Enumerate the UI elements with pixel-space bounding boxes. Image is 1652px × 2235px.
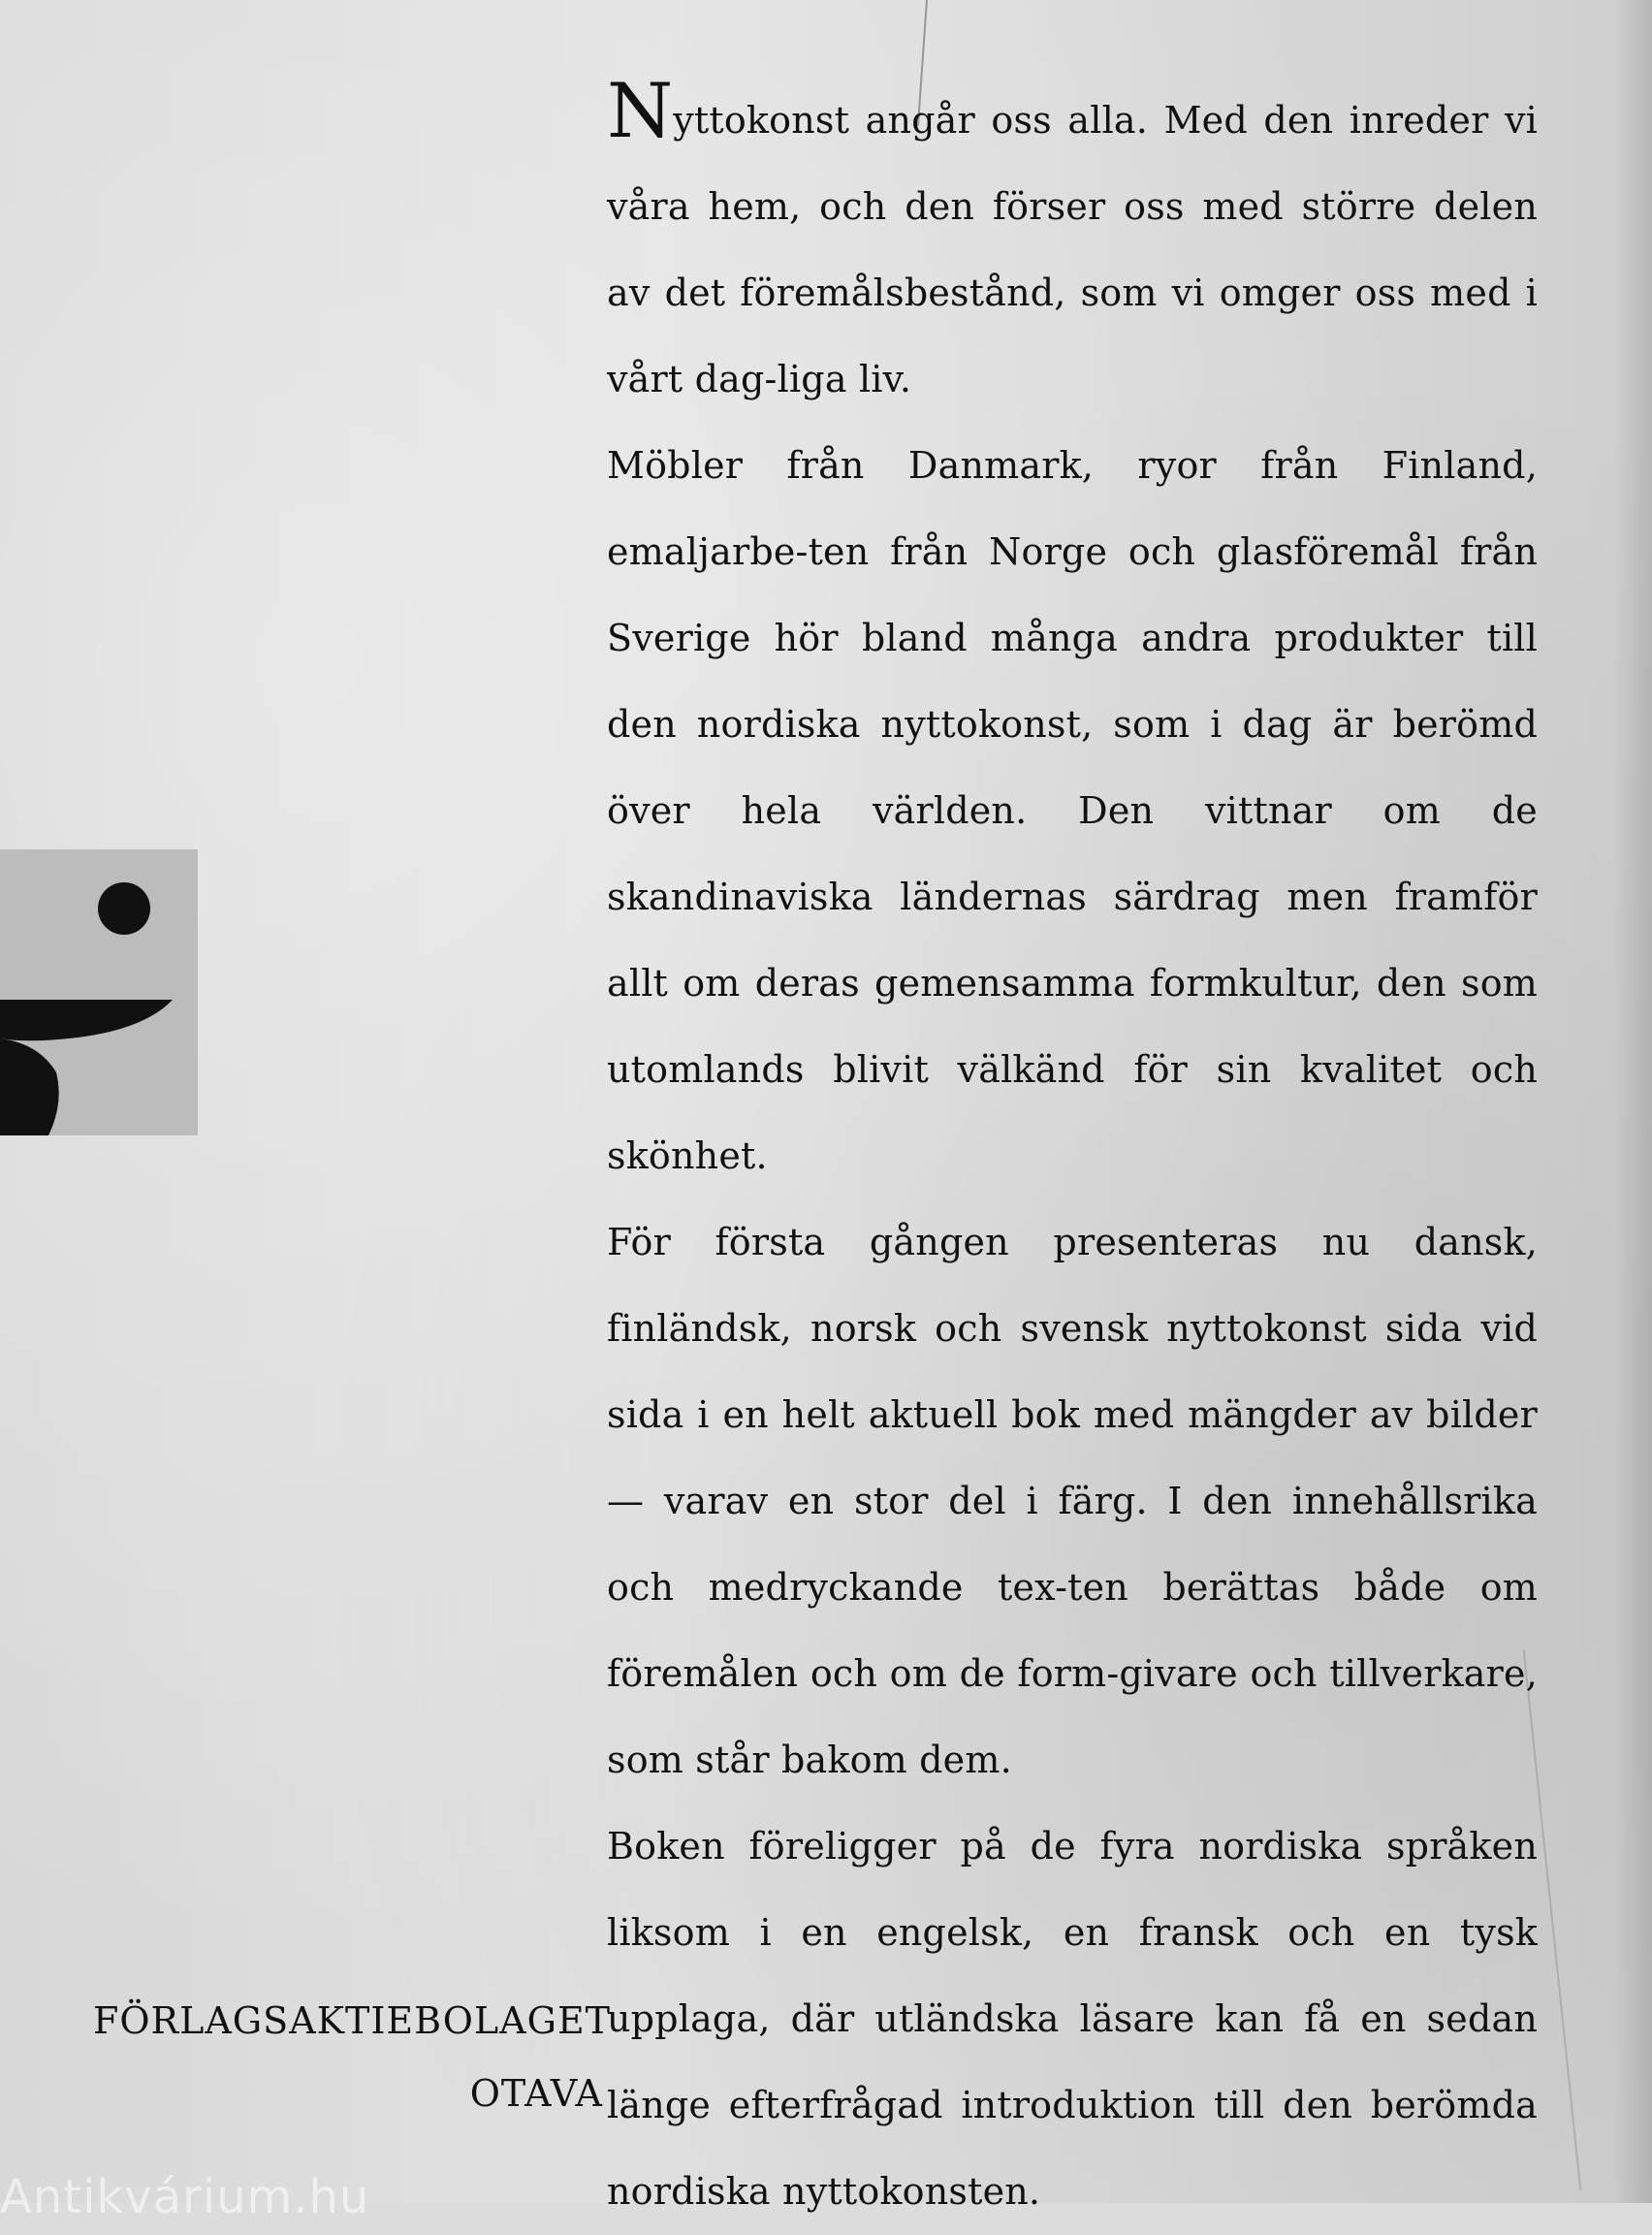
- drop-cap: N: [607, 68, 672, 155]
- paragraph-1: [607, 68, 1538, 423]
- abstract-shapes-graphic: [0, 849, 198, 1135]
- description-text: [607, 68, 1538, 2235]
- publisher-imprint: [93, 1985, 612, 2130]
- paragraph-3: För första gången presenteras nu dansk, finländsk, norsk och svensk nyttokonst sida vid sida i en helt aktuell bok med mängder av bilder — varav en stor del i färg. I den innehållsrika och medryckande tex-ten berättas både om föremålen och om de form-givare och tillverkare, som står bakom dem.: [607, 1221, 1538, 1781]
- abstract-art-panel: [0, 849, 198, 1135]
- black-dot-shape: [98, 882, 150, 935]
- paragraph-2: Möbler från Danmark, ryor från Finland, emaljarbe-ten från Norge och glasföremål från Sverige hör bland många andra produkter till den nordiska nyttokonst, som i dag är berömd över hela världen. Den vittnar om de skandinaviska ländernas särdrag men framför allt om deras gemensamma formkultur, den som utomlands blivit välkänd för sin kvalitet och skönhet.: [607, 444, 1538, 1177]
- paragraph-1-text: yttokonst angår oss alla. Med den inreder vi våra hem, och den förser oss med större delen av det föremålsbestånd, som vi omger oss med i vårt dag-liga liv.: [607, 99, 1538, 400]
- publisher-name-otava: OTAVA: [469, 2072, 603, 2115]
- paragraph-4: Boken föreligger på de fyra nordiska språken liksom i en engelsk, en fransk och en tysk upplaga, där utländska läsare kan få en sedan länge efterfrågad introduktion till den berömda nordiska nyttokonsten.: [607, 1825, 1538, 2213]
- page-edge-shadow: [1613, 0, 1652, 2203]
- watermark-text: Antikvárium.hu: [0, 2170, 370, 2224]
- publisher-name: FÖRLAGSAKTIEBOLAGET: [93, 1999, 612, 2042]
